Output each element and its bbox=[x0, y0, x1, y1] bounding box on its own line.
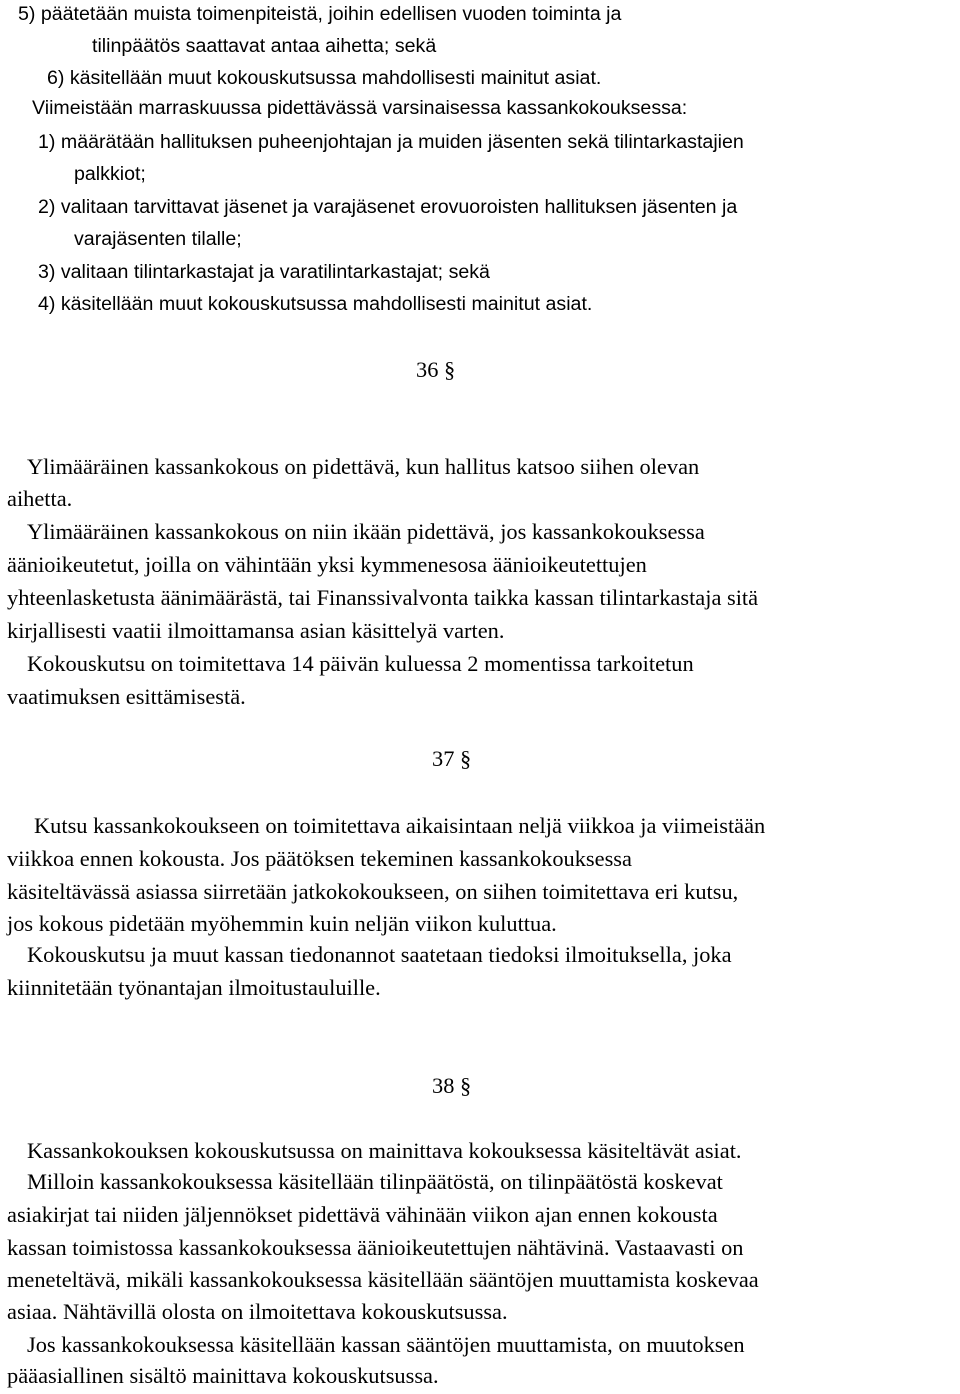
autumn-item-1-line1: 1) määrätään hallituksen puheenjohtajan ja muiden jäsenten sekä tilintarkastajien bbox=[38, 131, 744, 153]
section-37-p2-line1: Kokouskutsu ja muut kassan tiedonannot saatetaan tiedoksi ilmoituksella, joka bbox=[27, 942, 732, 967]
section-38-p2-line5: asiaa. Nähtävillä olosta on ilmoitettava kokouskutsussa. bbox=[7, 1299, 508, 1324]
section-37-p1-line1: Kutsu kassankokoukseen on toimitettava aikaisintaan neljä viikkoa ja viimeistään bbox=[34, 813, 766, 838]
list-item-5-line1: 5) päätetään muista toimenpiteistä, joihin edellisen vuoden toiminta ja bbox=[18, 3, 622, 25]
section-36-p1-line2: aihetta. bbox=[7, 486, 73, 511]
section-38-p3-line2: pääasiallinen sisältö mainittava kokouskutsussa. bbox=[7, 1363, 439, 1388]
section-38-heading: 38 § bbox=[432, 1073, 472, 1098]
section-36-heading: 36 § bbox=[416, 357, 456, 382]
list-item-5-line2: tilinpäätös saattavat antaa aihetta; sekä bbox=[92, 35, 437, 57]
section-36-p2-line4: kirjallisesti vaatii ilmoittamansa asian käsittelyä varten. bbox=[7, 618, 505, 643]
autumn-item-4: 4) käsitellään muut kokouskutsussa mahdollisesti mainitut asiat. bbox=[38, 293, 593, 315]
section-37-p1-line3: käsiteltävässä asiassa siirretään jatkokokoukseen, on siihen toimitettava eri kutsu, bbox=[7, 879, 739, 904]
section-38-p1: Kassankokouksen kokouskutsussa on mainittava kokouksessa käsiteltävät asiat. bbox=[27, 1138, 742, 1163]
list-item-6: 6) käsitellään muut kokouskutsussa mahdollisesti mainitut asiat. bbox=[47, 67, 602, 89]
section-36-p3-line1: Kokouskutsu on toimitettava 14 päivän kuluessa 2 momentissa tarkoitetun bbox=[27, 651, 694, 676]
section-38-p2-line1: Milloin kassankokouksessa käsitellään tilinpäätöstä, on tilinpäätöstä koskevat bbox=[27, 1169, 723, 1194]
section-38-p2-line4: meneteltävä, mikäli kassankokouksessa käsitellään sääntöjen muuttamista koskevaa bbox=[7, 1267, 759, 1292]
autumn-item-2-line1: 2) valitaan tarvittavat jäsenet ja varajäsenet erovuoroisten hallituksen jäsenten ja bbox=[38, 196, 738, 218]
section-36-p2-line3: yhteenlasketusta äänimäärästä, tai Finanssivalvonta taikka kassan tilintarkastaja sitä bbox=[7, 585, 759, 610]
section-37-p1-line2: viikkoa ennen kokousta. Jos päätöksen tekeminen kassankokouksessa bbox=[7, 846, 632, 871]
autumn-item-3: 3) valitaan tilintarkastajat ja varatilintarkastajat; sekä bbox=[38, 261, 490, 283]
section-36-p1-line1: Ylimääräinen kassankokous on pidettävä, kun hallitus katsoo siihen olevan bbox=[27, 454, 700, 479]
section-36-p2-line1: Ylimääräinen kassankokous on niin ikään pidettävä, jos kassankokouksessa bbox=[27, 519, 705, 544]
section-37-heading: 37 § bbox=[432, 746, 472, 771]
section-37-p1-line4: jos kokous pidetään myöhemmin kuin neljän viikon kuluttua. bbox=[7, 911, 557, 936]
section-38-p2-line3: kassan toimistossa kassankokouksessa äänioikeutettujen nähtävinä. Vastaavasti on bbox=[7, 1235, 744, 1260]
autumn-meeting-intro: Viimeistään marraskuussa pidettävässä varsinaisessa kassankokouksessa: bbox=[32, 97, 688, 119]
section-38-p2-line2: asiakirjat tai niiden jäljennökset pidettävä vähinään viikon ajan ennen kokousta bbox=[7, 1202, 718, 1227]
autumn-item-2-line2: varajäsenten tilalle; bbox=[74, 228, 242, 250]
autumn-item-1-line2: palkkiot; bbox=[74, 163, 146, 185]
section-36-p2-line2: äänioikeutetut, joilla on vähintään yksi kymmenesosa äänioikeutettujen bbox=[7, 552, 647, 577]
section-37-p2-line2: kiinnitetään työnantajan ilmoitustauluille. bbox=[7, 975, 381, 1000]
section-36-p3-line2: vaatimuksen esittämisestä. bbox=[7, 684, 246, 709]
section-38-p3-line1: Jos kassankokouksessa käsitellään kassan sääntöjen muuttamista, on muutoksen bbox=[27, 1332, 745, 1357]
